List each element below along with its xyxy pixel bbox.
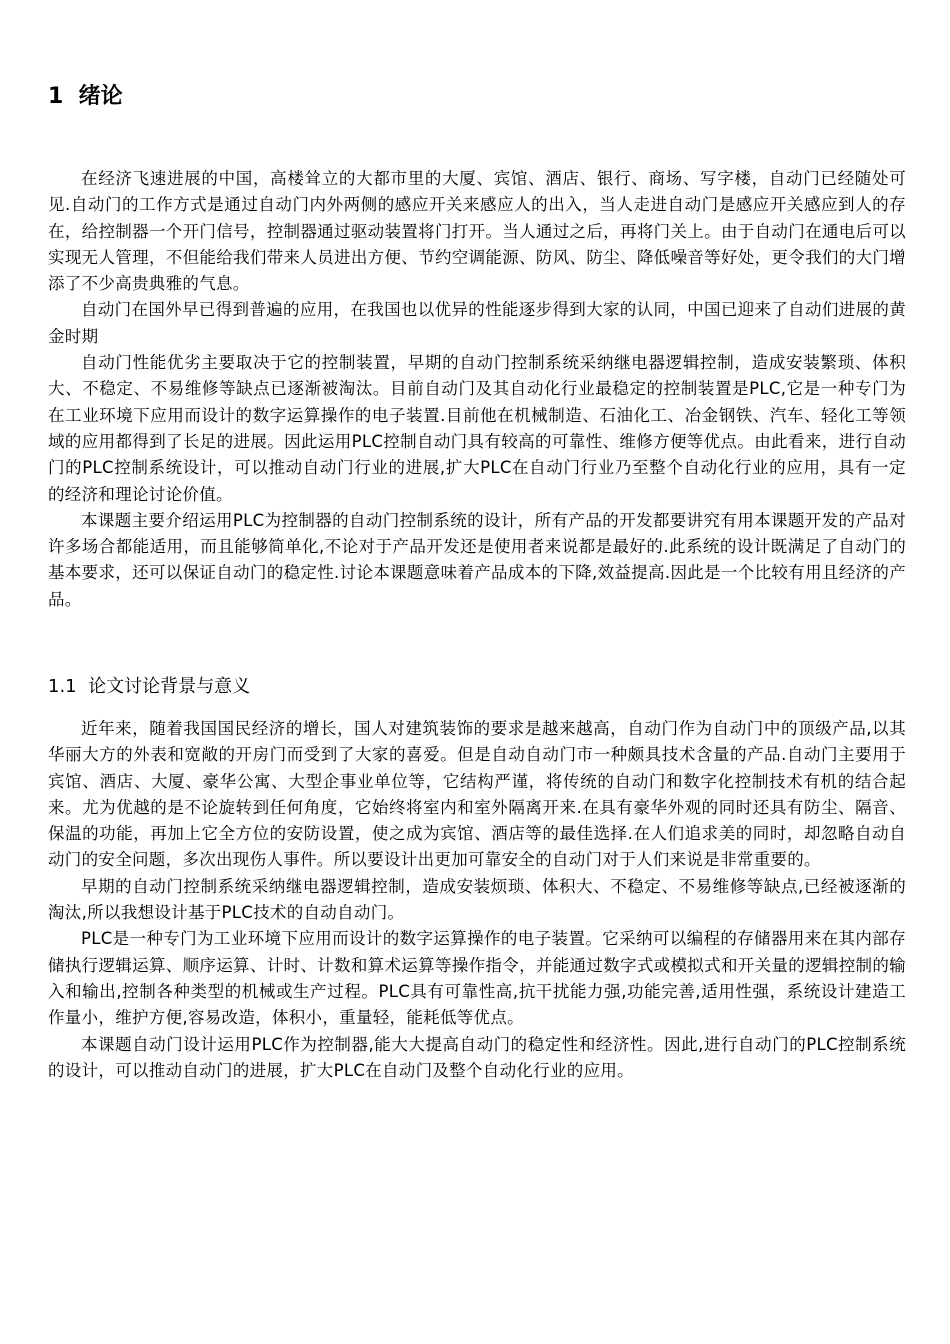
intro-body xyxy=(48,166,906,613)
chapter-heading xyxy=(48,82,123,112)
paragraph: 在经济飞速进展的中国，高楼耸立的大都市里的大厦、宾馆、酒店、银行、商场、写字楼，自动门已经随处可见.自动门的工作方式是通过自动门内外两侧的感应开关来感应人的出入，当人走进自动门是感应开关感应到人的存在，给控制器一个开门信号，控制器通过驱动装置将门打开。当人通过之后，再将门关上。由于自动门在通电后可以实现无人管理，不但能给我们带来人员进出方便、节约空调能源、防风、防尘、降低噪音等好处，更令我们的大门增添了不少高贵典雅的气息。 xyxy=(48,169,906,294)
chapter-title: 绪论 xyxy=(78,84,123,109)
paragraph: 近年来，随着我国国民经济的增长，国人对建筑装饰的要求是越来越高，自动门作为自动门中的顶级产品,以其华丽大方的外表和宽敞的开房门而受到了大家的喜爱。但是自动自动门市一种颇具技术含量的产品.自动门主要用于宾馆、酒店、大厦、豪华公寓、大型企事业单位等，它结构严谨，将传统的自动门和数字化控制技术有机的结合起来。尤为优越的是不论旋转到任何角度，它始终将室内和室外隔离开来.在具有豪华外观的同时还具有防尘、隔音、保温的功能，再加上它全方位的安防设置，使之成为宾馆、酒店等的最佳选择.在人们追求美的同时，却忽略自动自动门的安全问题，多次出现伤人事件。所以要设计出更加可靠安全的自动门对于人们来说是非常重要的。 xyxy=(48,719,906,870)
paragraph: 本课题自动门设计运用PLC作为控制器,能大大提高自动门的稳定性和经济性。因此,进行自动门的PLC控制系统的设计，可以推动自动门的进展，扩大PLC在自动门及整个自动化行业的应用。 xyxy=(48,1034,906,1080)
section-title: 论文讨论背景与意义 xyxy=(88,676,251,697)
paragraph: 自动门性能优劣主要取决于它的控制装置，早期的自动门控制系统采纳继电器逻辑控制，造成安装繁琐、体积大、不稳定、不易维修等缺点已逐渐被淘汰。目前自动门及其自动化行业最稳定的控制装置是PLC,它是一种专门为在工业环境下应用而设计的数字运算操作的电子装置.目前他在机械制造、石油化工、冶金钢铁、汽车、轻化工等领域的应用都得到了长足的进展。因此运用PLC控制自动门具有较高的可靠性、维修方便等优点。由此看来，进行自动门的PLC控制系统设计，可以推动自动门行业的进展,扩大PLC在自动门行业乃至整个自动化行业的应用，具有一定的经济和理论讨论价值。 xyxy=(48,353,906,504)
paragraph: PLC是一种专门为工业环境下应用而设计的数字运算操作的电子装置。它采纳可以编程的存储器用来在其内部存储执行逻辑运算、顺序运算、计时、计数和算术运算等操作指令，并能通过数字式或模拟式和开关量的逻辑控制的输入和输出,控制各种类型的机械或生产过程。PLC具有可靠性高,抗干扰能力强,功能完善,适用性强，系统设计建造工作量小，维护方便,容易改造，体积小，重量轻，能耗低等优点。 xyxy=(48,929,906,1028)
section-number: 1.1 xyxy=(48,676,77,697)
paragraph: 自动门在国外早已得到普遍的应用，在我国也以优异的性能逐步得到大家的认同，中国已迎来了自动们进展的黄金时期 xyxy=(48,300,906,346)
chapter-number: 1 xyxy=(48,84,64,109)
paragraph: 本课题主要介绍运用PLC为控制器的自动门控制系统的设计，所有产品的开发都要讲究有用本课题开发的产品对许多场合都能适用，而且能够简单化,不论对于产品开发还是使用者来说都是最好的.此系统的设计既满足了自动门的基本要求，还可以保证自动门的稳定性.讨论本课题意味着产品成本的下降,效益提高.因此是一个比较有用且经济的产品。 xyxy=(48,510,906,609)
section-heading xyxy=(48,673,250,701)
section-body xyxy=(48,716,906,1084)
paragraph: 早期的自动门控制系统采纳继电器逻辑控制，造成安装烦琐、体积大、不稳定、不易维修等缺点,已经被逐渐的淘汰,所以我想设计基于PLC技术的自动自动门。 xyxy=(48,876,906,923)
